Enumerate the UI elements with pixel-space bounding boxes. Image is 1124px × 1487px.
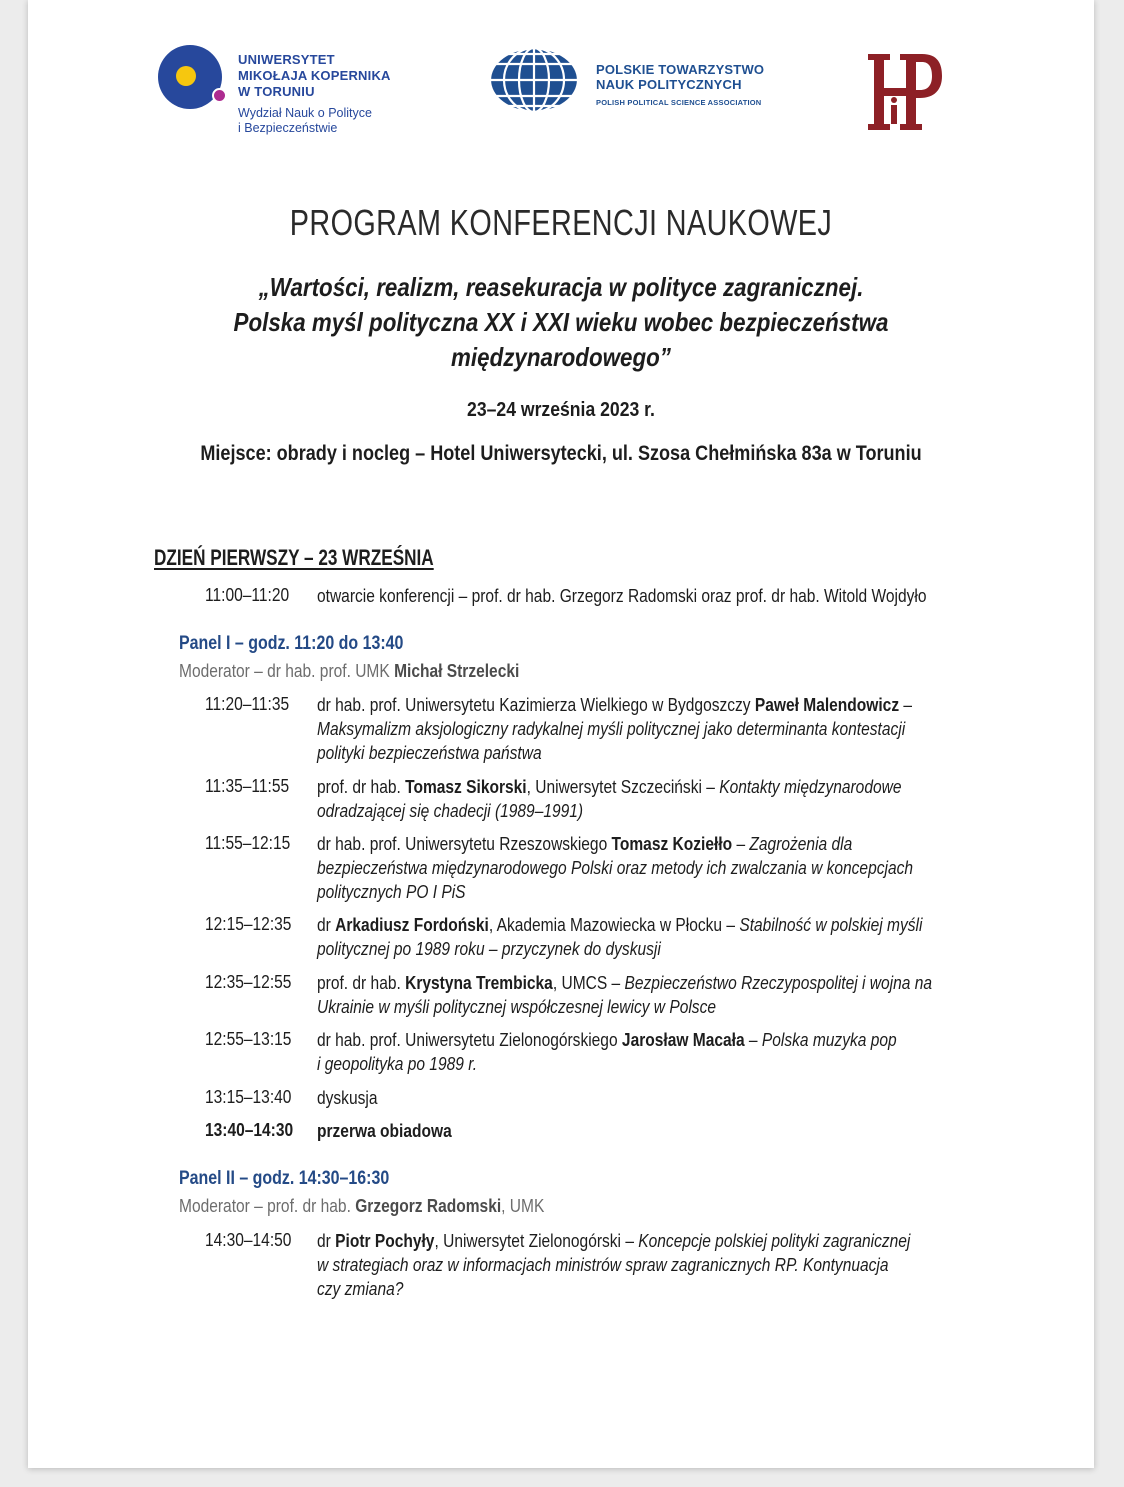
talk-time: 12:55–13:15 [205, 1028, 292, 1049]
umk-name-line1: UNIWERSYTET [238, 52, 335, 67]
talk-entry [317, 832, 913, 904]
talk-title-line: czy zmiana? [317, 1278, 404, 1299]
talk-title-line: Kontakty międzynarodowe [719, 776, 902, 797]
subtitle-line3: międzynarodowego” [451, 342, 671, 372]
talk-entry [317, 971, 932, 1019]
ptnp-english-name: POLISH POLITICAL SCIENCE ASSOCIATION [596, 98, 762, 107]
panel2-title: Panel II – godz. 14:30–16:30 [179, 1168, 390, 1189]
opening-text: otwarcie konferencji – prof. dr hab. Grzegorz Radomski oraz prof. dr hab. Witold Wojdyło [317, 585, 927, 606]
umk-purple-dot-icon [212, 88, 227, 103]
umk-name-line3: W TORUNIU [238, 84, 315, 99]
talk-title-line: Ukrainie w myśli politycznej współczesnej lewicy w Polsce [317, 996, 716, 1017]
talk-title-line: polityki bezpieczeństwa państwa [317, 742, 542, 763]
ptnp-name-line1: POLSKIE TOWARZYSTWO [596, 62, 765, 77]
talk-title-line: Maksymalizm aksjologiczny radykalnej myśli politycznej jako determinanta kontestacji [317, 718, 906, 739]
talk-speaker-affiliation: dr hab. prof. Uniwersytetu Zielonogórskiego [317, 1029, 622, 1050]
talk-title-line: Polska muzyka pop [761, 1029, 897, 1050]
panel1-title: Panel I – godz. 11:20 do 13:40 [179, 633, 404, 654]
moderator-prefix: Moderator – dr hab. prof. UMK [179, 660, 395, 681]
talk-speaker-title: dr [317, 1230, 336, 1251]
umk-name-line2: MIKOŁAJA KOPERNIKA [238, 68, 391, 83]
talk-entry [317, 913, 922, 961]
lunch-time: 13:40–14:30 [205, 1119, 294, 1140]
umk-yellow-dot-icon [176, 66, 196, 86]
talk-entry [317, 693, 912, 765]
talk-separator: – [744, 1029, 762, 1050]
conference-venue: Miejsce: obrady i nocleg – Hotel Uniwersytecki, ul. Szosa Chełmińska 83a w Toruniu [200, 441, 922, 465]
talk-speaker-title: dr [317, 914, 336, 935]
umk-name [238, 52, 391, 100]
umk-faculty-line2: i Bezpieczeństwie [238, 120, 338, 135]
talk-speaker-affiliation: , Akademia Mazowiecka w Płocku – [488, 914, 740, 935]
talk-title-line: Bezpieczeństwo Rzeczypospolitej i wojna na [624, 972, 933, 993]
discussion-text: dyskusja [317, 1087, 378, 1108]
discussion-time: 13:15–13:40 [205, 1086, 292, 1107]
talk-title-line: politycznej po 1989 roku – przyczynek do dyskusji [317, 938, 661, 959]
subtitle-line1: „Wartości, realizm, reasekuracja w polityce zagranicznej. [258, 272, 864, 302]
umk-faculty-line1: Wydział Nauk o Polityce [238, 106, 372, 120]
panel2-moderator [179, 1195, 544, 1217]
talk-line1 [317, 693, 912, 717]
talk-title-line: i geopolityka po 1989 r. [317, 1053, 478, 1074]
talk-speaker-affiliation: dr hab. prof. Uniwersytetu Kazimierza Wielkiego w Bydgoszczy [317, 694, 755, 715]
moderator-prefix: Moderator – prof. dr hab. [179, 1195, 356, 1216]
talk-time: 12:35–12:55 [205, 971, 292, 992]
moderator-name: Grzegorz Radomski [355, 1195, 502, 1216]
talk-entry [317, 775, 901, 823]
talk-speaker-affiliation: , Uniwersytet Zielonogórski – [434, 1230, 639, 1251]
talk-title-line: w strategiach oraz w informacjach ministrów spraw zagranicznych RP. Kontynuacja [317, 1254, 889, 1275]
opening-time: 11:00–11:20 [205, 584, 290, 605]
talk-time: 11:35–11:55 [205, 775, 290, 796]
document-page [28, 0, 1094, 1468]
talk-title-line: politycznych PO I PiS [317, 881, 466, 902]
conference-subtitle [103, 270, 1020, 375]
talk-speaker-name: Piotr Pochyły [335, 1230, 435, 1251]
talk-speaker-name: Arkadiusz Fordoński [335, 914, 489, 935]
subtitle-line2: Polska myśl polityczna XX i XXI wieku wobec bezpieczeństwa [233, 307, 889, 337]
talk-title-line: Zagrożenia dla [749, 833, 853, 854]
talk-time: 14:30–14:50 [205, 1229, 292, 1250]
talk-speaker-name: Krystyna Trembicka [405, 972, 553, 993]
umk-faculty [238, 106, 372, 135]
talk-entry [317, 1229, 910, 1301]
hp-monogram-logo [864, 50, 944, 134]
talk-speaker-affiliation: , Uniwersytet Szczeciński – [526, 776, 720, 797]
talk-separator: – [732, 833, 750, 854]
talk-title-line: bezpieczeństwa międzynarodowego Polski oraz metody ich zwalczania w koncepcjach [317, 857, 914, 878]
moderator-suffix: , UMK [501, 1195, 545, 1216]
ptnp-logo [488, 46, 788, 116]
talk-separator: – [899, 694, 913, 715]
ptnp-name-line2: NAUK POLITYCZNYCH [596, 77, 742, 92]
talk-entry [317, 1028, 897, 1076]
talk-speaker-affiliation: , UMCS – [552, 972, 625, 993]
talk-speaker-name: Tomasz Koziełło [611, 833, 733, 854]
panel1-moderator [179, 660, 519, 682]
talk-speaker-name: Paweł Malendowicz [754, 694, 900, 715]
talk-title-line: Stabilność w polskiej myśli [739, 914, 923, 935]
umk-logo [156, 42, 396, 142]
talk-time: 12:15–12:35 [205, 913, 292, 934]
lunch-text: przerwa obiadowa [317, 1120, 452, 1141]
talk-title-line: odradzającej się chadecji (1989–1991) [317, 800, 584, 821]
talk-speaker-name: Jarosław Macała [621, 1029, 745, 1050]
talk-speaker-name: Tomasz Sikorski [405, 776, 527, 797]
moderator-name: Michał Strzelecki [394, 660, 520, 681]
conference-dates: 23–24 września 2023 r. [467, 399, 655, 421]
talk-time: 11:55–12:15 [205, 832, 291, 853]
talk-speaker-title: prof. dr hab. [317, 972, 406, 993]
globe-icon [488, 46, 580, 114]
ptnp-name [596, 62, 764, 92]
talk-title-line: Koncepcje polskiej polityki zagranicznej [638, 1230, 911, 1251]
talk-speaker-affiliation: dr hab. prof. Uniwersytetu Rzeszowskiego [317, 833, 612, 854]
talk-time: 11:20–11:35 [205, 693, 290, 714]
day-heading: DZIEŃ PIERWSZY – 23 WRZEŚNIA [154, 545, 434, 570]
talk-speaker-title: prof. dr hab. [317, 776, 406, 797]
page-title: PROGRAM KONFERENCJI NAUKOWEJ [289, 202, 833, 243]
